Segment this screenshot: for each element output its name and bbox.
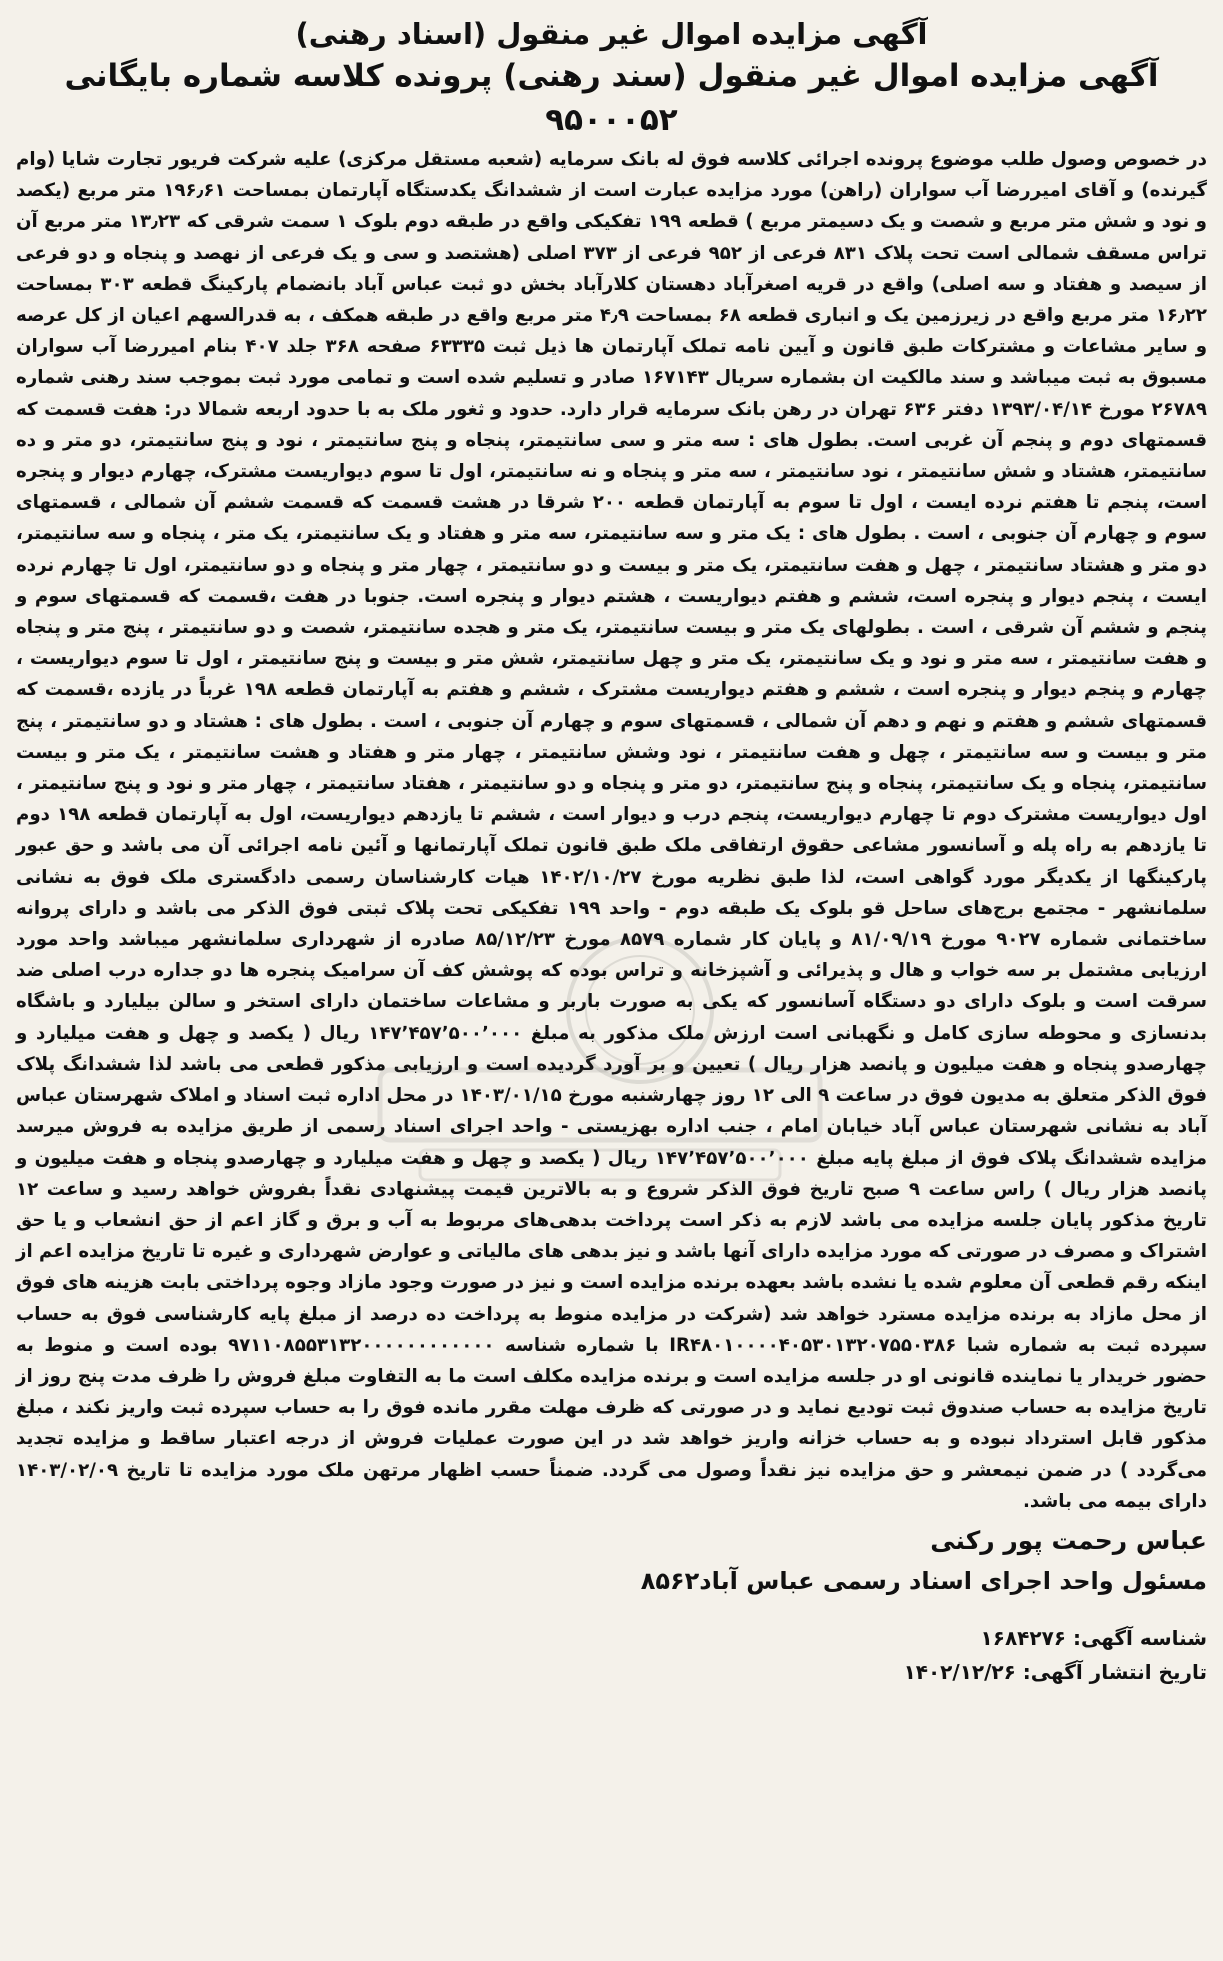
notice-body: در خصوص وصول طلب موضوع پرونده اجرائی کلاسه فوق له بانک سرمایه (شعبه مستقل مرکزی) علیه شرکت فریور تجارت شایا (وام گیرنده) و آقای امیررضا آب سواران (راهن) مورد مزایده عبارت است از ششدانگ یکدستگاه آپارتمان بمساحت ۱۹۶٫۶۱ متر مربع (یکصد و نود و شش متر مربع و شصت و یک دسیمتر مربع ) قطعه ۱۹۹ تفکیکی واقع در طبقه دوم بلوک ۱ سمت شرقی که ۱۳٫۲۳ متر مربع آن تراس مسقف شمالی است تحت پلاک ۸۳۱ فرعی از ۹۵۲ فرعی از ۳۷۳ اصلی (هشتصد و سی و یک فرعی از نهصد و پنجاه و دو فرعی از سیصد و هفتاد و سه اصلی) واقع در قریه اصغرآباد دهستان کلارآباد بخش دو ثبت عباس آباد بانضمام پارکینگ قطعه ۳۰۳ بمساحت ۱۶٫۲۲ متر مربع واقع در زیرزمین یک و انباری قطعه ۶۸ بمساحت ۴٫۹ متر مربع واقع در طبقه همکف ، به قدرالسهم اعیان از کل عرصه و سایر مشاعات و مشترکات طبق قانون و آیین نامه تملک آپارتمان ها ذیل ثبت ۶۳۳۳۵ صفحه ۳۶۸ جلد ۴۰۷ بنام امیررضا آب سواران مسبوق به ثبت میباشد و سند مالکیت ان بشماره سریال ۱۶۷۱۴۳ صادر و تسلیم شده است و تمامی مورد ثبت بموجب سند رهنی شماره ۲۶۷۸۹ مورخ ۱۳۹۳/۰۴/۱۴ دفتر ۶۳۶ تهران در رهن بانک سرمایه قرار دارد. حدود و ثغور ملک به با حدود اربعه شمالا در: هفت قسمت که قسمتهای دوم و پنجم آن غربی است. بطول های : سه متر و سی سانتیمتر، پنجاه و پنج سانتیمتر ، نود و پنج سانتیمتر، دو متر و ده سانتیمتر، هشتاد و شش سانتیمتر ، نود سانتیمتر ، سه متر و پنجاه و نه سانتیمتر، اول تا سوم دیواریست مشترک، چهارم دیوار و پنجره است، پنجم تا هفتم نرده ایست ، اول تا سوم به آپارتمان قطعه ۲۰۰ شرقا در هشت قسمت که قسمت ششم آن شمالی ، قسمتهای سوم و چهارم آن جنوبی ، است . بطول های : یک متر و سه سانتیمتر، سه متر و هفتاد و یک سانتیمتر، یک متر ، پنجاه و سه سانتیمتر، دو متر و هشتاد سانتیمتر ، چهل و هفت سانتیمتر، یک متر و بیست و دو سانتیمتر ، چهار متر و پنجاه و دو سانتیمتر، اول تا چهارم نرده ایست ، پنجم دیوار و پنجره است، ششم و هفتم دیواریست ، هشتم دیوار و پنجره است. جنوبا در هفت ،قسمت که قسمتهای سوم و پنجم و ششم آن شرقی ، است . بطولهای یک متر و بیست سانتیمتر، یک متر و هجده سانتیمتر، شصت و دو سانتیمتر ، پنج متر و پنجاه و هفت سانتیمتر ، سه متر و نود و یک سانتیمتر، یک متر و چهل سانتیمتر، شش متر و بیست و پنج سانتیمتر ، اول تا سوم دیواریست ، چهارم و پنجم دیوار و پنجره است ، ششم و هفتم دیواریست مشترک ، ششم و هفتم به آپارتمان قطعه ۱۹۸ غرباً در یازده ،قسمت که قسمتهای ششم و هفتم و نهم و دهم آن شمالی ، قسمتهای سوم و چهارم آن جنوبی ، است . بطول های : هشتاد و دو سانتیمتر ، پنج متر و بیست و سه سانتیمتر ، چهل و هفت سانتیمتر ، نود وشش سانتیمتر ، چهار متر و هفتاد و هشت سانتیمتر ، یک متر و بیست سانتیمتر، پنجاه و یک سانتیمتر، پنجاه و پنج سانتیمتر، دو متر و پنجاه و دو سانتیمتر ، هفتاد سانتیمتر ، چهار متر و نود و پنج سانتیمتر ، اول دیواریست مشترک دوم تا چهارم دیواریست، پنجم درب و دیوار است ، ششم تا یازدهم دیواریست، اول به آپارتمان قطعه ۱۹۸ دوم تا یازدهم به راه پله و آسانسور مشاعی حقوق ارتفاقی ملک طبق قانون تملک آپارتمانها و آئین نامه اجرائی آن می باشد و حق عبور پارکینگها از یکدیگر مورد گواهی است، لذا طبق نظریه مورخ ۱۴۰۲/۱۰/۲۷ هیات کارشناسان رسمی دادگستری ملک فوق به نشانی سلمانشهر - مجتمع برج‌های ساحل قو بلوک یک طبقه دوم - واحد ۱۹۹ تفکیکی تحت پلاک ثبتی فوق الذکر می باشد و دارای پروانه ساختمانی شماره ۹۰۲۷ مورخ ۸۱/۰۹/۱۹ و پایان کار شماره ۸۵۷۹ مورخ ۸۵/۱۲/۲۳ صادره از شهرداری سلمانشهر میباشد واحد مورد ارزیابی مشتمل بر سه خواب و هال و پذیرائی و آشپزخانه و تراس بوده که پوشش کف آن سرامیک پنجره ها دو جداره درب اصلی ضد سرقت است و بلوک دارای دو دستگاه آسانسور که یکی به صورت باربر و مشاعات ساختمان دارای استخر و سالن بیلیارد و باشگاه بدنسازی و محوطه سازی کامل و نگهبانی است ارزش ملک مذکور به مبلغ ۱۴۷٬۴۵۷٬۵۰۰٬۰۰۰ ریال ( یکصد و چهل و هفت میلیارد و چهارصدو پنجاه و هفت میلیون و پانصد هزار ریال ) تعیین و بر آورد گردیده است و ارزیابی مذکور قطعی می باشد لذا ششدانگ پلاک فوق الذکر متعلق به مدیون فوق در ساعت ۹ الی ۱۲ روز چهارشنبه مورخ ۱۴۰۳/۰۱/۱۵ در محل اداره ثبت اسناد و املاک شهرستان عباس آباد به نشانی شهرستان عباس آباد خیابان امام ، جنب اداره بهزیستی - واحد اجرای اسناد رسمی از طریق مزایده به فروش میرسد مزایده ششدانگ پلاک فوق از مبلغ پایه مبلغ ۱۴۷٬۴۵۷٬۵۰۰٬۰۰۰ ریال ( یکصد و چهل و هفت میلیارد و چهارصدو پنجاه و هفت میلیون و پانصد هزار ریال ) راس ساعت ۹ صبح تاریخ فوق الذکر شروع و به بالاترین قیمت پیشنهادی نقداً بفروش خواهد رسید و ساعت ۱۲ تاریخ مذکور پایان جلسه مزایده می باشد لازم به ذکر است پرداخت بدهی‌های مربوط به آب و برق و گاز اعم از حق انشعاب و یا حق اشتراک و مصرف در صورتی که مورد مزایده دارای آنها باشد و نیز بدهی های مالیاتی و عوارض شهرداری و غیره تا تاریخ مزایده اعم از اینکه رقم قطعی آن معلوم شده یا نشده باشد بعهده برنده مزایده است و نیز در صورت وجود مازاد وجوه پرداختی بابت هزینه های فوق از محل مازاد به برنده مزایده مسترد خواهد شد (شرکت در مزایده منوط به پرداخت ده درصد از مبلغ پایه کارشناسی فوق به حساب سپرده ثبت به شماره شبا IR۴۸۰۱۰۰۰۰۴۰۵۳۰۱۳۲۰۷۵۵۰۳۸۶ با شماره شناسه ۹۷۱۱۰۸۵۵۳۱۳۲۰۰۰۰۰۰۰۰۰۰۰۰ بوده است و منوط به حضور خریدار یا نماینده قانونی او در جلسه مزایده است و برنده مزایده مکلف است ما به التفاوت مبلغ فروش را ظرف مدت پنج روز از تاریخ مزایده به حساب صندوق ثبت تودیع نماید و در صورتی که ظرف مهلت مقرر مانده فوق را به حساب سپرده ثبت واریز نکند ، مبلغ مذکور قابل استرداد نبوده و به حساب خزانه واریز خواهد شد در این صورت عملیات فروش از درجه اعتبار ساقط و مزایده تجدید می‌گردد ) در ضمن نیمعشر و حق مزایده نیز نقداً وصول می گردد. ضمناً حسب اظهار مرتهن ملک مورد مزایده تا تاریخ ۱۴۰۳/۰۲/۰۹ دارای بیمه می باشد. [16, 149, 1208, 1512]
notice-title: آگهی مزایده اموال غیر منقول (اسناد رهنی) [295, 17, 928, 51]
ad-id: شناسه آگهی: ۱۶۸۴۲۷۶ [980, 1625, 1207, 1650]
signatory-name: عباس رحمت پور رکنی [930, 1525, 1207, 1555]
publish-date: تاریخ انتشار آگهی: ۱۴۰۲/۱۲/۲۶ [903, 1659, 1207, 1684]
signatory-role: مسئول واحد اجرای اسناد رسمی عباس آباد۸۵۶۲ [640, 1566, 1207, 1595]
signature-block [16, 1521, 1207, 1601]
notice-subtitle: آگهی مزایده اموال غیر منقول (سند رهنی) پرونده کلاسه شماره بایگانی ۹۵۰۰۰۵۲ [64, 58, 1159, 138]
notice-meta [16, 1621, 1207, 1689]
